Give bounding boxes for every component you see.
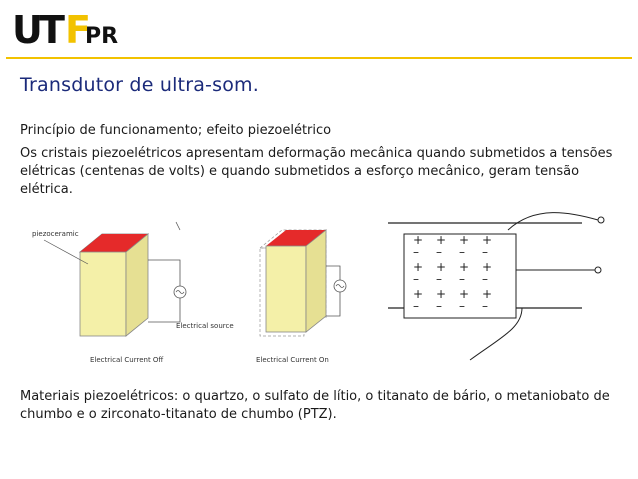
logo-letter-f: F: [65, 8, 91, 52]
minus-sign: –: [459, 245, 465, 259]
plus-sign: +: [459, 287, 470, 301]
plus-sign: +: [482, 287, 493, 301]
minus-sign: –: [436, 272, 442, 286]
crystal-off-diagram: [32, 222, 234, 364]
plus-sign: +: [459, 260, 470, 274]
header-rule: [6, 57, 632, 59]
materials-text: Materiais piezoelétricos: o quartzo, o sulfato de lítio, o titanato de bário, o metaniobato de chumbo e o zirconato-titanato de chumbo (PTZ).: [20, 389, 610, 422]
minus-sign: –: [436, 299, 442, 313]
caption-current-off: Electrical Current Off: [90, 356, 164, 364]
plus-sign: +: [413, 260, 424, 274]
minus-sign: –: [459, 272, 465, 286]
plus-sign: +: [436, 260, 447, 274]
minus-sign: –: [482, 299, 488, 313]
plus-sign: +: [413, 287, 424, 301]
minus-sign: –: [482, 272, 488, 286]
utfpr-logo: [12, 8, 124, 52]
label-electrical-source: Electrical source: [176, 322, 234, 330]
plus-sign: +: [413, 233, 424, 247]
plus-sign: +: [436, 287, 447, 301]
plus-sign: +: [436, 233, 447, 247]
caption-current-on: Electrical Current On: [256, 356, 329, 364]
logo-letter-u: U: [12, 8, 43, 52]
piezoelectric-figure: [30, 210, 620, 380]
plus-sign: +: [482, 233, 493, 247]
principle-text: Princípio de funcionamento; efeito piezoelétrico: [20, 123, 332, 138]
plus-sign: +: [482, 260, 493, 274]
minus-sign: –: [436, 245, 442, 259]
minus-sign: –: [413, 245, 419, 259]
minus-sign: –: [482, 245, 488, 259]
plus-sign: +: [459, 233, 470, 247]
charged-plates-diagram: [388, 213, 604, 360]
logo-letter-t: T: [39, 8, 65, 52]
minus-sign: –: [459, 299, 465, 313]
label-piezoceramic: piezoceramic: [32, 230, 79, 238]
slide-title: Transdutor de ultra-som.: [20, 74, 259, 96]
minus-sign: –: [413, 272, 419, 286]
crystal-on-diagram: [256, 230, 346, 364]
logo-letters-pr: PR: [85, 24, 119, 49]
minus-sign: –: [413, 299, 419, 313]
description-text: Os cristais piezoelétricos apresentam deformação mecânica quando submetidos a tensões elétricas (centenas de volts) e quando submetidos a esforço mecânico, geram tensão elétrica.: [20, 146, 613, 197]
